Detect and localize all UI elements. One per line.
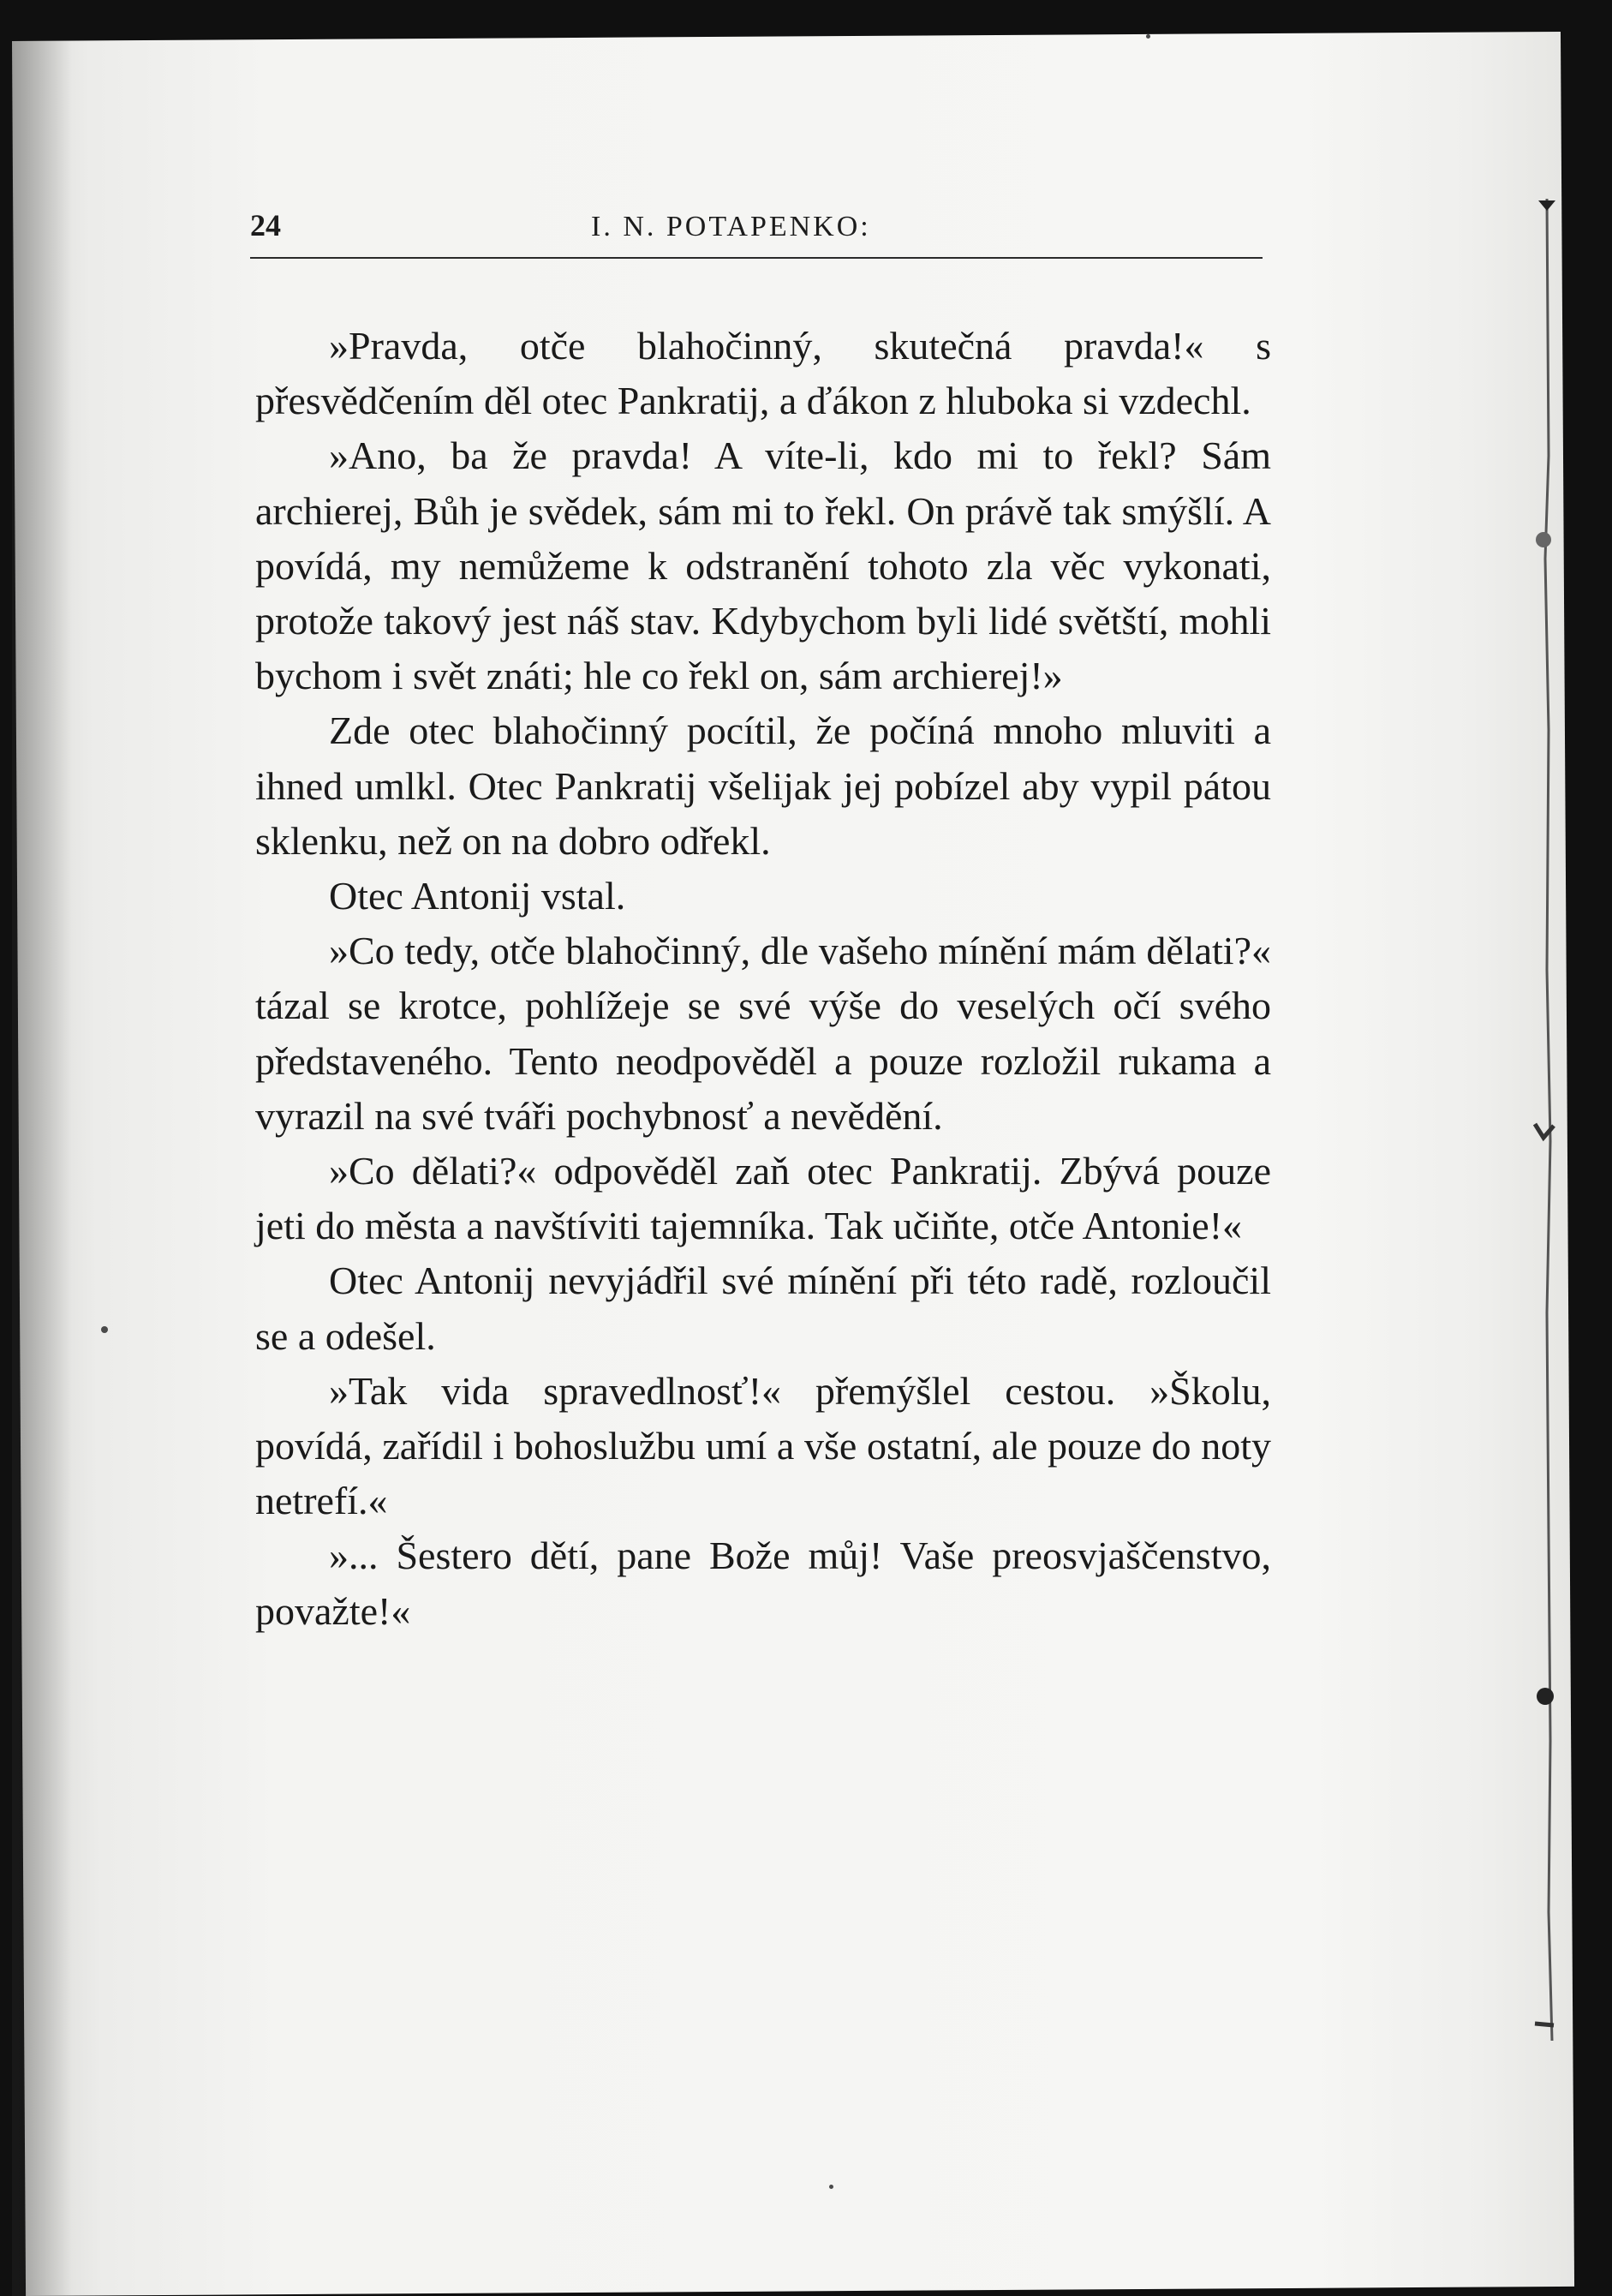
header-rule bbox=[250, 257, 1263, 259]
scan-speck bbox=[101, 1326, 108, 1333]
paragraph: Otec Antonij vstal. bbox=[329, 874, 626, 918]
paragraph: Otec Antonij nevyjádřil své mínění při této radě, rozloučil se a odešel. bbox=[255, 1259, 1271, 1358]
paragraph: »Co tedy, otče blahočinný, dle vašeho mínění mám dělati?« tázal se krotce, pohlížeje se své výše do veselých očí svého představeného. Tento neodpověděl a pouze rozložil rukama a vyrazil na své tváři pochybnosť a nevědění. bbox=[255, 929, 1271, 1138]
scan-speck bbox=[1146, 34, 1150, 39]
paragraph: »Ano, ba že pravda! A víte-li, kdo mi to řekl? Sám archierej, Bůh je svědek, sám mi to řekl. On právě tak smýšlí. A povídá, my nemůžeme k odstranění tohoto zla věc vykonati, protože takový jest náš stav. Kdybychom byli lidé světští, mohli bychom i svět znáti; hle co řekl on, sám archierej!» bbox=[255, 433, 1271, 698]
paragraph: »Tak vida spravedlnosť!« přemýšlel cestou. »Školu, povídá, zařídil i bohoslužbu umí a vše ostatní, ale pouze do noty netrefí.« bbox=[255, 1368, 1271, 1523]
binding-thread bbox=[1530, 199, 1564, 2041]
paragraph: Zde otec blahočinný pocítil, že počíná mnoho mluviti a ihned umlkl. Otec Pankratij všelijak jej pobízel aby vypil pátou sklenku, než on na dobro odřekl. bbox=[255, 709, 1271, 863]
paragraph: »... Šestero dětí, pane Bože můj! Vaše preosvjaščenstvo, považte!« bbox=[255, 1534, 1271, 1633]
paragraph: »Co dělati?« odpověděl zaň otec Pankratij. Zbývá pouze jeti do města a navštíviti tajemníka. Tak učiňte, otče Antonie!« bbox=[255, 1149, 1271, 1248]
page-gutter-shadow bbox=[12, 41, 72, 2296]
page-number: 24 bbox=[250, 208, 281, 242]
running-head: I. N. POTAPENKO: bbox=[591, 211, 871, 242]
binding-thread-drawing bbox=[1530, 199, 1564, 2041]
paragraph: »Pravda, otče blahočinný, skutečná pravda!« s přesvědčením děl otec Pankratij, a ďákon z hluboka si vzdechl. bbox=[255, 324, 1271, 423]
body-text bbox=[255, 319, 1271, 1639]
scan-speck bbox=[829, 2185, 833, 2189]
page-header bbox=[250, 204, 1268, 255]
